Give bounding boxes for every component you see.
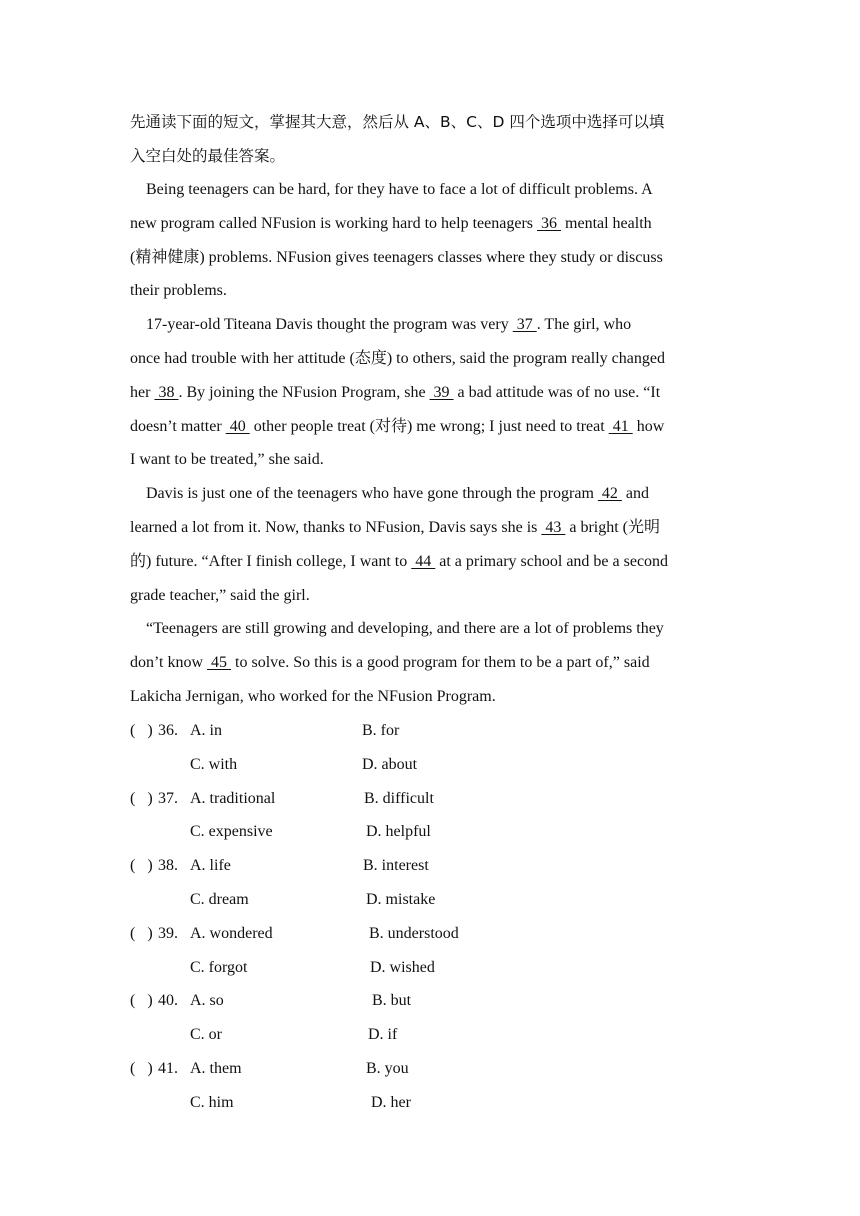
option-a: A. in [190,722,222,739]
passage-text: at a primary school and be a second [435,552,669,570]
option-b: B. you [366,1060,409,1077]
answer-blank: 40 [225,417,250,435]
question-number: 38. [158,857,178,875]
question-row [130,856,730,876]
passage-text: don’t know [130,654,208,672]
option-d: D. mistake [366,891,436,908]
passage-text: a bad attitude was of no use. “It [453,383,661,401]
question-row-cont [130,1025,730,1045]
question-row-cont [130,890,730,910]
answer-paren[interactable]: ( ) [130,924,153,942]
question-row [130,789,730,809]
passage-text: doesn’t matter [130,417,226,435]
passage-text: . By joining the NFusion Program, she [178,383,430,401]
question-row [130,991,730,1011]
passage-line [130,349,665,369]
option-c: C. forgot [190,958,248,976]
option-d: D. helpful [366,823,431,841]
question-number: 41. [158,1060,178,1077]
option-b: B. for [362,722,400,739]
option-b: B. but [372,992,412,1010]
question-number: 40. [158,992,178,1010]
option-d: D. wished [370,958,435,976]
passage-line [130,518,660,538]
answer-paren[interactable]: ( ) [130,1060,153,1077]
passage-line [130,281,227,301]
passage-text: . The girl, who [536,316,632,334]
question-row-cont [130,1093,730,1113]
answer-blank: 38 [154,383,179,401]
option-b: B. interest [363,857,429,875]
answer-blank: 36 [537,214,562,232]
question-row-cont [130,755,730,775]
answer-blank: 44 [411,552,436,570]
option-c: C. or [190,1026,222,1044]
passage-text: a bright (光明 [565,519,661,536]
passage-text: Being teenagers can be hard, for they have to face a lot of difficult problems. A [130,181,653,198]
passage-text: learned a lot from it. Now, thanks to NFusion, Davis says she is [130,519,542,536]
passage-text: how [632,417,665,435]
passage-text: and [621,485,649,503]
passage-text: once had trouble with her attitude (态度) to others, said the program really changed [130,350,665,367]
passage-text: I want to be treated,” she said. [130,451,324,469]
question-row [130,924,730,944]
passage-text: grade teacher,” said the girl. [130,586,310,604]
passage-text: “Teenagers are still growing and developing, and there are a lot of problems they [130,620,664,638]
option-a: A. life [190,857,231,875]
answer-blank: 41 [608,417,633,435]
option-a: A. them [190,1060,242,1077]
passage-line [130,214,652,234]
option-c: C. him [190,1093,234,1111]
option-d: D. her [371,1093,411,1111]
option-c: C. dream [190,891,249,908]
passage-text: (精神健康) problems. NFusion gives teenagers classes where they study or discuss [130,248,663,266]
passage-text: mental health [561,214,652,232]
passage-line [130,248,663,268]
option-d: D. about [362,755,418,773]
passage-text: her [130,383,155,401]
passage-line [130,383,660,403]
answer-paren[interactable]: ( ) [130,857,153,875]
option-a: A. so [190,992,224,1010]
option-b: B. understood [369,924,459,942]
question-number: 39. [158,924,178,942]
passage-line [130,417,664,437]
question-number: 37. [158,789,178,807]
answer-blank: 43 [541,519,566,536]
passage-line [130,450,324,470]
passage-text: 的) future. “After I finish college, I want to [130,552,412,570]
passage-line [130,619,664,639]
passage-line [130,180,653,200]
answer-paren[interactable]: ( ) [130,722,153,739]
answer-paren[interactable]: ( ) [130,789,153,807]
option-a: A. traditional [190,789,276,807]
passage-line [130,687,496,707]
passage-text: to solve. So this is a good program for them to be a part of,” said [231,654,650,672]
answer-blank: 37 [512,316,537,334]
question-row [130,721,730,741]
answer-paren[interactable]: ( ) [130,992,153,1010]
option-b: B. difficult [364,789,434,807]
passage-text: other people treat (对待) me wrong; I just need to treat [249,417,609,435]
option-a: A. wondered [190,924,273,942]
instructions-line-2: 入空白处的最佳答案。 [130,147,286,165]
question-row-cont [130,822,730,842]
passage-text: 17-year-old Titeana Davis thought the program was very [130,316,513,334]
option-c: C. with [190,755,238,773]
answer-blank: 39 [429,383,454,401]
passage-line [130,484,649,504]
passage-text: new program called NFusion is working hard to help teenagers [130,214,538,232]
passage-line [130,315,631,335]
passage-text: Davis is just one of the teenagers who have gone through the program [130,485,598,503]
passage-text: their problems. [130,282,227,300]
answer-blank: 45 [207,654,232,672]
answer-blank: 42 [597,485,622,503]
passage-line [130,653,650,673]
option-d: D. if [368,1026,398,1044]
passage-text: Lakicha Jernigan, who worked for the NFusion Program. [130,688,496,705]
option-c: C. expensive [190,823,273,841]
instructions-line-1: 先通读下面的短文，掌握其大意，然后从 A、B、C、D 四个选项中选择可以填 [130,113,665,131]
passage-line [130,586,310,606]
question-number: 36. [158,722,178,739]
question-row [130,1059,730,1079]
passage-line [130,552,668,572]
question-row-cont [130,958,730,978]
